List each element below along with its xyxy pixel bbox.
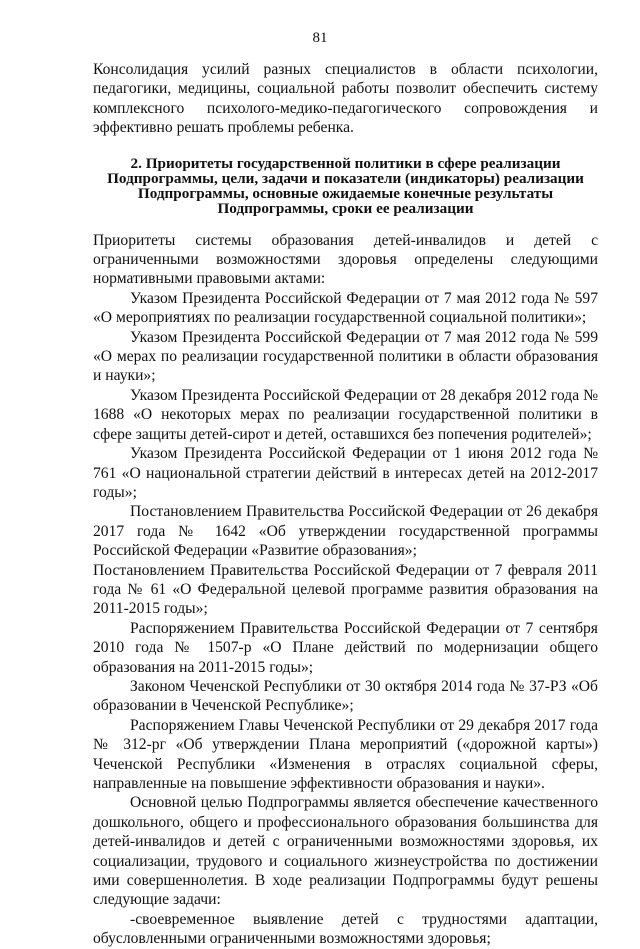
legal-act-item: Постановлением Правительства Российской Федерации от 7 февраля 2011 года № 61 «О Федеральной целевой программе развития образования на 2011-2015 годы»; xyxy=(93,561,598,618)
legal-act-item: Указом Президента Российской Федерации от 7 мая 2012 года № 597 «О мероприятиях по реализации государственной социальной политики»; xyxy=(93,289,598,327)
legal-act-item: Указом Президента Российской Федерации от 28 декабря 2012 года № 1688 «О некоторых мерах по реализации государственной политики в сфере защиты детей-сирот и детей, оставшихся без попечения родителей»; xyxy=(93,386,598,443)
goal-paragraph: Основной целью Подпрограммы является обеспечение качественного дошкольного, общего и профессионального образования большинства для детей-инвалидов и детей с ограниченными возможностями здоровья, их социализации, трудового и социального жизнеустройства по достижении ими совершеннолетия. В ходе реализации Подпрограммы будут решены следующие задачи: xyxy=(93,794,598,909)
section-heading-line: Подпрограммы, основные ожидаемые конечные результаты xyxy=(137,184,554,202)
legal-act-item: Распоряжением Правительства Российской Федерации от 7 сентября 2010 года № 1507-р «О Плане действий по модернизации общего образования на 2011-2015 годы»; xyxy=(93,619,598,676)
section-heading xyxy=(93,156,598,216)
priorities-paragraph: Приоритеты системы образования детей-инвалидов и детей с ограниченными возможностями здоровья определены следующими нормативными правовыми актами: xyxy=(93,231,598,288)
section-heading-line: 2. Приоритеты государственной политики в сфере реализации xyxy=(130,154,561,172)
legal-act-item: Указом Президента Российской Федерации от 7 мая 2012 года № 599 «О мерах по реализации государственной политики в области образования и науки»; xyxy=(93,328,598,385)
document-body xyxy=(93,60,598,949)
legal-act-item: Указом Президента Российской Федерации от 1 июня 2012 года № 761 «О национальной стратегии действий в интересах детей на 2012-2017 годы»; xyxy=(93,445,598,501)
section-heading-line: Подпрограммы, сроки ее реализации xyxy=(217,199,474,217)
task-item: -своевременное выявление детей с трудностями адаптации, обусловленными ограниченными возможностями здоровья; xyxy=(93,910,598,948)
legal-act-item: Постановлением Правительства Российской Федерации от 26 декабря 2017 года № 1642 «Об утверждении государственной программы Российской Федерации «Развитие образования»; xyxy=(93,503,598,560)
legal-act-item: Законом Чеченской Республики от 30 октября 2014 года № 37-РЗ «Об образовании в Чеченской Республике»; xyxy=(93,677,598,715)
page-number: 81 xyxy=(312,30,328,46)
section-heading-line: Подпрограммы, цели, задачи и показатели (индикаторы) реализации xyxy=(107,169,584,187)
legal-act-item: Распоряжением Главы Чеченской Республики от 29 декабря 2017 года № 312-рг «Об утверждении Плана мероприятий («дорожной карты») Чеченской Республики «Изменения в отраслях социальной сферы, направленные на повышение эффективности образования и науки». xyxy=(93,716,598,792)
intro-paragraph: Консолидация усилий разных специалистов в области психологии, педагогики, медицины, социальной работы позволит обеспечить систему комплексного психолого-медико-педагогического сопровождения и эффективно решать проблемы ребенка. xyxy=(93,61,598,137)
